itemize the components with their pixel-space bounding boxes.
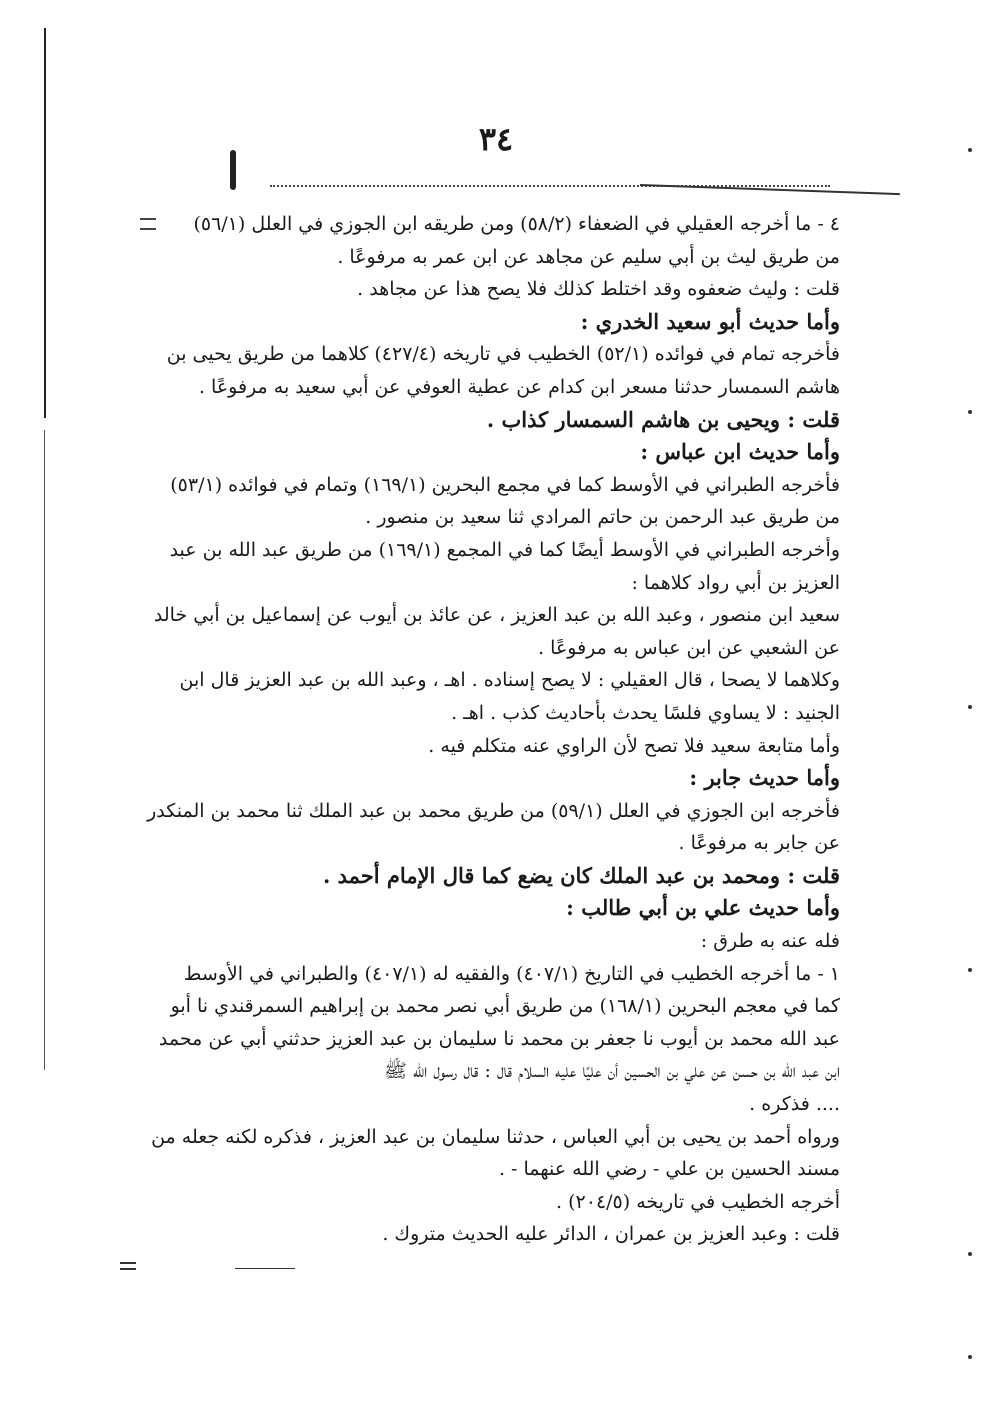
text-line: قلت : وعبد العزيز بن عمران ، الدائر عليه الحديث متروك . — [382, 1223, 840, 1246]
text-line: وأما متابعة سعيد فلا تصح لأن الراوي عنه متكلم فيه . — [428, 734, 840, 757]
text-line: الجنيد : لا يساوي فلسًا يحدث بأحاديث كذب . اهـ . — [451, 701, 840, 724]
header-ornament — [230, 150, 236, 190]
footer-dash — [120, 1268, 136, 1270]
page-number: ٣٤ — [478, 120, 514, 158]
text-line: من طريق عبد الرحمن بن حاتم المرادي ثنا سعيد بن منصور . — [365, 506, 840, 529]
text-line: وأخرجه الطبراني في الأوسط أيضًا كما في المجمع (١٦٩/١) من طريق عبد الله بن عبد — [169, 538, 840, 561]
text-line: قلت : وليث ضعفوه وقد اختلط كذلك فلا يصح هذا عن مجاهد . — [357, 278, 840, 301]
text-line: فأخرجه تمام في فوائده (٥٢/١) الخطيب في تاريخه (٤٢٧/٤) كلاهما من طريق يحيى بن — [166, 343, 840, 366]
footer-rule — [235, 1268, 295, 1269]
text-line: وكلاهما لا يصحا ، قال العقيلي : لا يصح إسناده . اهـ ، وعبد الله بن عبد العزيز قال ابن — [179, 669, 840, 692]
scan-dot — [968, 968, 972, 972]
scan-dot — [968, 705, 972, 709]
text-line: عن الشعبي عن ابن عباس به مرفوعًا . — [538, 636, 840, 659]
text-line: مسند الحسين بن علي - رضي الله عنهما - . — [498, 1158, 840, 1181]
header-dotted-rule — [270, 185, 830, 187]
section-heading: وأما حديث علي بن أبي طالب : — [566, 895, 840, 921]
body-text — [120, 208, 840, 1251]
text-line: .... فذكره . — [749, 1093, 840, 1116]
section-heading: وأما حديث جابر : — [689, 765, 840, 791]
scan-dot — [968, 1252, 972, 1256]
text-line: ابن عبد الله بن حسن عن علي بن الحسين أن عليًا عليه السلام قال : قال رسول الله ﷺ — [384, 1060, 840, 1083]
text-line: أخرجه الخطيب في تاريخه (٢٠٤/٥) . — [556, 1190, 840, 1213]
footer-marks — [120, 1262, 860, 1272]
text-line: فأخرجه ابن الجوزي في العلل (٥٩/١) من طريق محمد بن عبد الملك ثنا محمد بن المنكدر — [147, 799, 840, 822]
section-heading: وأما حديث أبو سعيد الخدري : — [580, 308, 840, 334]
text-line: هاشم السمسار حدثنا مسعر ابن كدام عن عطية العوفي عن أبي سعيد به مرفوعًا . — [198, 375, 840, 398]
scan-dot — [968, 1355, 972, 1359]
scan-dot — [968, 410, 972, 414]
text-line: فله عنه به طرق : — [700, 930, 840, 953]
text-line: عبد الله محمد بن أيوب نا جعفر بن محمد نا سليمان بن عبد العزيز حدثني أبي عن محمد — [158, 1027, 840, 1050]
text-line: قلت : ومحمد بن عبد الملك كان يضع كما قال الإمام أحمد . — [323, 862, 840, 888]
text-line: ١ - ما أخرجه الخطيب في التاريخ (٤٠٧/١) والفقيه له (٤٠٧/١) والطبراني في الأوسط — [183, 962, 840, 985]
text-line: العزيز بن أبي رواد كلاهما : — [631, 571, 840, 594]
text-line: سعيد ابن منصور ، وعبد الله بن عبد العزيز ، عن عائذ بن أيوب عن إسماعيل بن أبي خالد — [153, 604, 840, 627]
left-margin-rule — [44, 28, 46, 418]
text-line: ٤ - ما أخرجه العقيلي في الضعفاء (٥٨/٢) ومن طريقه ابن الجوزي في العلل (٥٦/١) — [193, 213, 840, 235]
text-line: عن جابر به مرفوعًا . — [678, 832, 840, 855]
text-line: كما في معجم البحرين (١٦٨/١) من طريق أبي نصر محمد بن إبراهيم السمرقندي نا أبو — [170, 995, 840, 1018]
text-line: ورواه أحمد بن يحيى بن أبي العباس ، حدثنا سليمان بن عبد العزيز ، فذكره لكنه جعله من — [151, 1125, 840, 1148]
text-line: من طريق ليث بن أبي سليم عن مجاهد عن ابن عمر به مرفوعًا . — [337, 245, 840, 268]
footer-dash — [120, 1262, 136, 1264]
left-margin-rule-lower — [44, 430, 45, 1070]
text-line: قلت : ويحيى بن هاشم السمسار كذاب . — [486, 406, 840, 432]
text-line: فأخرجه الطبراني في الأوسط كما في مجمع البحرين (١٦٩/١) وتمام في فوائده (٥٣/١) — [170, 473, 840, 496]
section-heading: وأما حديث ابن عباس : — [640, 439, 840, 465]
